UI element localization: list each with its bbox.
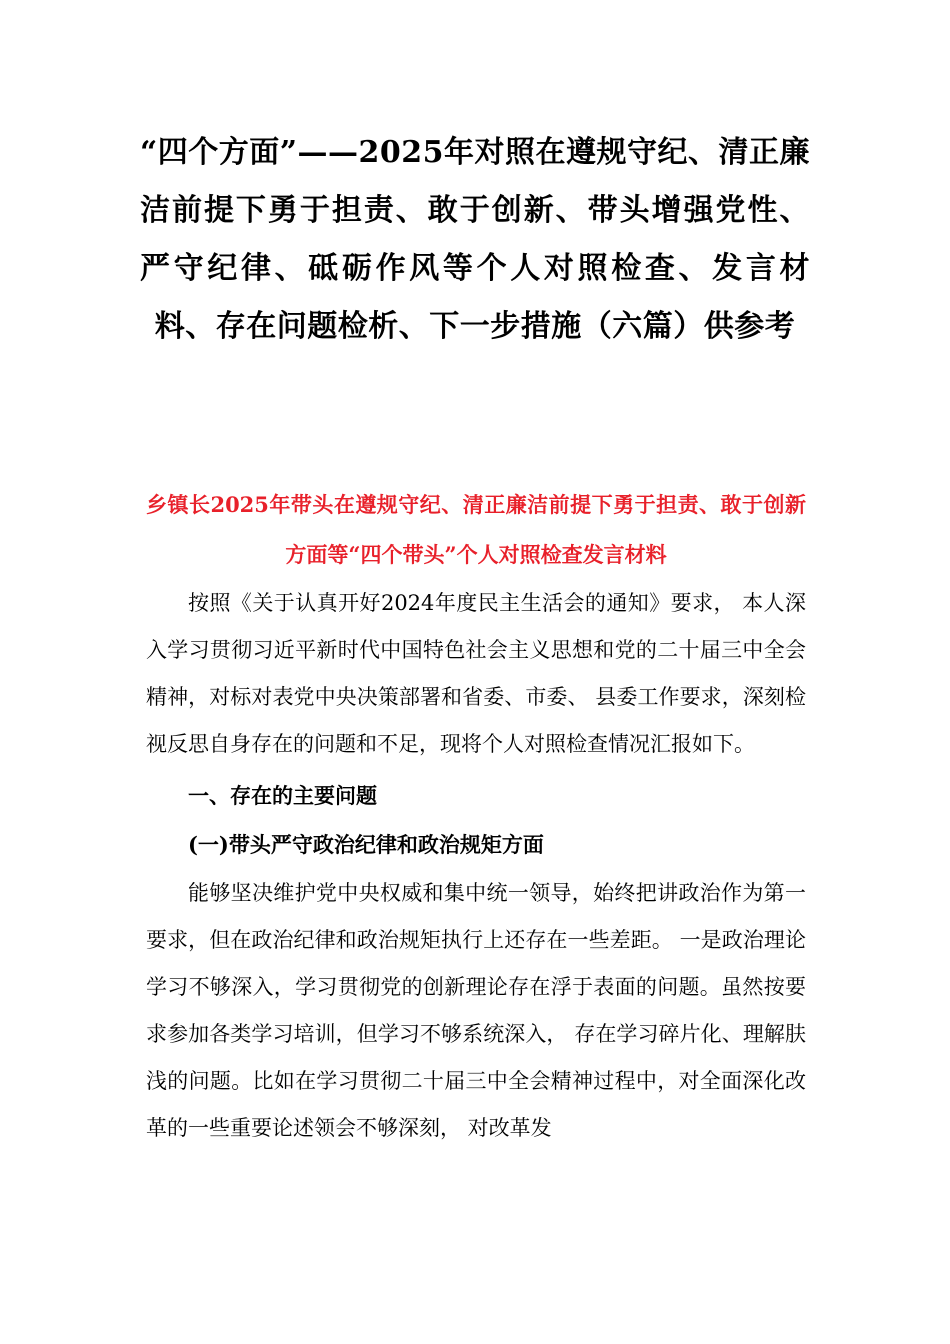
main-title: “四个方面”——2025年对照在遵规守纪、清正廉洁前提下勇于担责、敢于创新、带头增强党性、严守纪律、砥砺作风等个人对照检查、发言材料、存在问题检析、下一步措施（六篇）供参考 <box>140 135 811 344</box>
intro-paragraph: 按照《关于认真开好2024年度民主生活会的通知》要求， 本人深入学习贯彻习近平新时代中国特色社会主义思想和党的二十届三中全会精神，对标对表党中央决策部署和省委、市委、 县委工作要求，深刻检视反思自身存在的问题和不足，现将个人对照检查情况汇报如下。 <box>146 591 806 756</box>
section-heading: 一、存在的主要问题 <box>188 783 377 808</box>
subsection-heading: (一)带头严守政治纪律和政治规矩方面 <box>188 832 544 857</box>
body-paragraph: 能够坚决维护党中央权威和集中统一领导，始终把讲政治作为第一要求，但在政治纪律和政治规矩执行上还存在一些差距。 一是政治理论学习不够深入，学习贯彻党的创新理论存在浮于表面的问题。虽然按要求参加各类学习培训，但学习不够系统深入， 存在学习碎片化、理解肤浅的问题。比如在学习贯彻二十届三中全会精神过程中，对全面深化改革的一些重要论述领会不够深刻， 对改革发 <box>146 881 806 1140</box>
document-body <box>146 580 806 1152</box>
sub-title: 乡镇长2025年带头在遵规守纪、清正廉洁前提下勇于担责、敢于创新方面等“四个带头”个人对照检查发言材料 <box>146 492 806 567</box>
